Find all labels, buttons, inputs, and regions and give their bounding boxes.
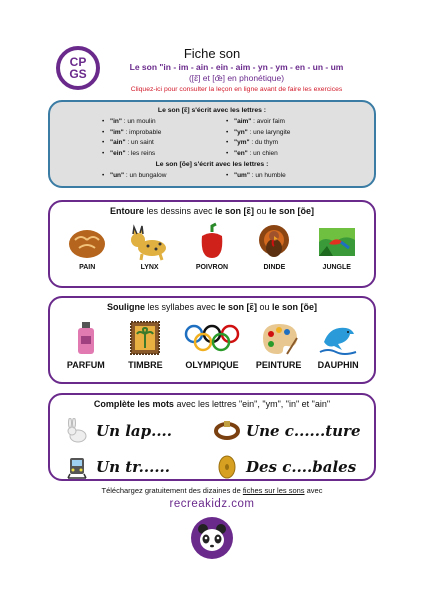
belt-icon [214,418,240,444]
picture-dinde[interactable] [246,222,302,271]
word-to-complete: Une c......ture [246,422,361,440]
picture-pain[interactable] [59,222,115,271]
picture-label: JUNGLE [322,264,351,271]
rabbit-icon [64,418,90,444]
lesson-heading-1: Le son [ɛ̃] s'écrit avec les lettres : [157,107,267,114]
train-icon [64,454,90,480]
page-subtitle: Le son "in - im - ain - ein - aim - yn - ym - en - un - um [129,62,344,72]
footer-text: Téléchargez gratuitement des dizaines de fiches sur les sons avec [101,486,323,495]
exercise-1-heading: Entoure les dessins avec le son [ɛ̃] ou le son [õe] [109,206,315,216]
list-item: • "un" : un bungalow [102,171,226,182]
picture-dauphin[interactable] [310,318,366,370]
exercise-1-box [48,200,376,288]
lesson-col-3 [102,171,226,182]
perfume-icon [64,318,108,358]
palette-icon [257,318,301,358]
list-item: • "um" : un humble [226,171,350,182]
exercise-3-heading: Complète les mots avec les lettres "ein", "ym", "in" et "ain" [93,399,331,409]
lesson-link[interactable]: Cliquez-ici pour consulter la leçon en ligne avant de faire les exercices [130,86,343,93]
lesson-col-2 [226,117,350,159]
word-to-complete: Un lap.... [96,422,173,440]
picture-poivron[interactable] [184,222,240,271]
picture-label: DAUPHIN [317,360,359,370]
badge-line1: CP [69,55,87,69]
picture-label: POIVRON [195,264,229,271]
list-item: • "im" : improbable [102,128,226,139]
word-to-complete: Des c....bales [246,458,357,476]
badge-line2: GS [69,67,87,81]
dolphin-icon [316,318,360,358]
word-item[interactable] [214,413,364,449]
picture-jungle[interactable] [309,222,365,271]
site-url[interactable]: recreakidz.com [169,498,255,510]
panda-logo-icon [191,517,233,559]
jungle-icon [315,222,359,262]
lesson-box [48,100,376,188]
list-item: • "in" : un moulin [102,117,226,128]
lesson-col-1 [102,117,226,159]
word-item[interactable] [64,449,214,485]
picture-peinture[interactable] [251,318,307,370]
phonetic-note: ([ɛ̃] et [œ̃] en phonétique) [188,73,285,83]
picture-label: OLYMPIQUE [185,360,239,370]
olympic-rings-icon [182,318,242,358]
picture-label: PARFUM [66,360,105,370]
exercise-3-box [48,393,376,481]
picture-label: PEINTURE [255,360,302,370]
picture-label: DINDE [263,264,286,271]
lynx-icon [128,222,172,262]
picture-olympique[interactable] [177,318,247,370]
bread-icon [65,222,109,262]
cymbals-icon [214,454,240,480]
picture-label: LYNX [140,264,159,271]
pepper-icon [190,222,234,262]
lesson-col-4 [226,171,350,182]
page-title: Fiche son [183,46,241,61]
list-item: • "ain" : un saint [102,138,226,149]
lesson-heading-2: Le son [õe] s'écrit avec les lettres : [155,161,269,168]
picture-timbre[interactable] [117,318,173,370]
picture-label: TIMBRE [128,360,163,370]
picture-parfum[interactable] [58,318,114,370]
list-item: • "ym" : du thym [226,138,350,149]
list-item: • "aim" : avoir faim [226,117,350,128]
list-item: • "ein" : les reins [102,149,226,160]
turkey-icon [252,222,296,262]
list-item: • "en" : un chien [226,149,350,160]
list-item: • "yn" : une laryngite [226,128,350,139]
picture-label: PAIN [79,264,96,271]
picture-lynx[interactable] [122,222,178,271]
exercise-2-box [48,296,376,384]
word-to-complete: Un tr...... [96,458,170,476]
word-item[interactable] [64,413,214,449]
exercise-2-heading: Souligne les syllabes avec le son [ɛ̃] ou le son [õe] [106,302,318,312]
stamp-icon [123,318,167,358]
word-item[interactable] [214,449,364,485]
footer-link[interactable]: fiches sur les sons [242,486,305,495]
